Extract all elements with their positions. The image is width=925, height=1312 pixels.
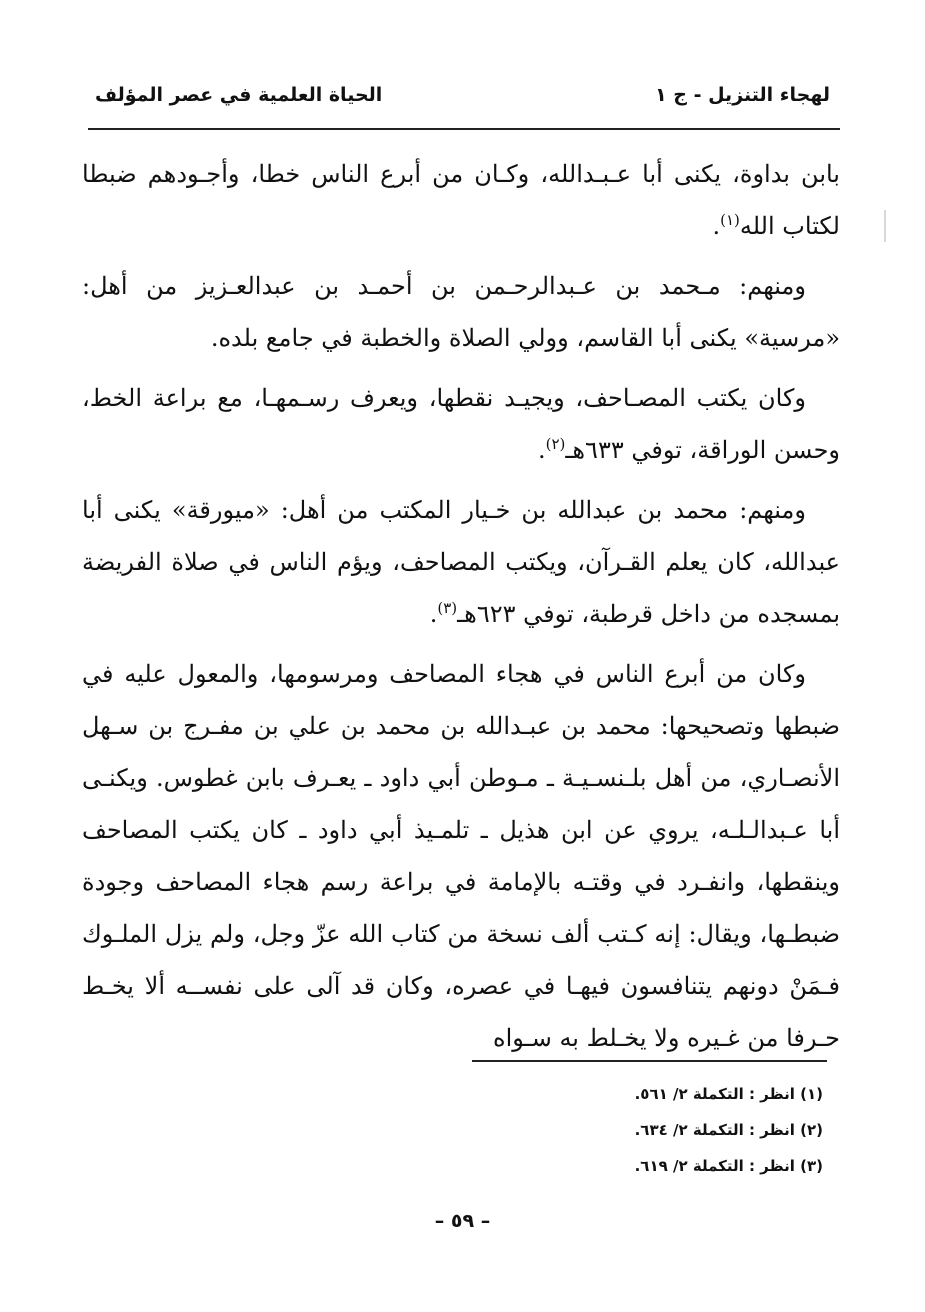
paragraph-end: . [712, 212, 721, 240]
paragraph [82, 148, 840, 252]
paragraph-text: ومنهم: مـحمد بن عـبدالرحـمن بن أحمـد بن عبدالعـزيز من أهل: «مرسية» يكنى أبا القاسم، وولي الصلاة والخطبة في جامع بلده. [82, 272, 840, 352]
page-number: – ٥٩ – [434, 1210, 491, 1232]
paragraph-text: ومنهم: محمد بن عبدالله بن خـيار المكتب من أهل: «ميورقة» يكنى أبا عبدالله، كان يعلم القـرآن، ويكتب المصاحف، ويؤم الناس في صلاة الفريضة بمسجده من داخل قرطبة، توفي ٦٢٣هـ [82, 496, 840, 628]
paragraph [82, 260, 840, 364]
body-text [82, 148, 840, 1064]
footnote-reference[interactable]: (١) [720, 211, 740, 229]
paragraph-end: . [429, 600, 438, 628]
footnotes [463, 1076, 823, 1184]
footnote-item: (٣) انظر : التكملة ٢/ ٦١٩. [634, 1157, 823, 1175]
footnote-item: (٢) انظر : التكملة ٢/ ٦٣٤. [634, 1121, 823, 1139]
footnote-rule [472, 1060, 827, 1062]
running-header [95, 78, 830, 118]
header-rule [88, 128, 840, 130]
paragraph-text: بابن بداوة، يكنى أبا عـبـدالله، وكـان من أبرع الناس خطا، وأجـودهم ضبطا لكتاب الله [82, 160, 840, 240]
paragraph [82, 484, 840, 640]
footnote-reference[interactable]: (٢) [545, 435, 566, 453]
paragraph-text: وكان من أبرع الناس في هجاء المصاحف ومرسومها، والمعول عليه في ضبطها وتصحيحها: محمد بن عبـدالله بن محمد بن علي بن مفـرج بن سـهل الأنصـاري، من أهل بلـنسـيـة ـ مـوطن أبي داود ـ يعـرف بابن غطوس. ويكنـى أبا عـبدالـلـه، يروي عن ابن هذيل ـ تلمـيذ أبي داود ـ كان يكتب المصاحف وينقطها، وانفـرد في وقتـه بالإمامة في براعة رسم هجاء المصاحف وجودة ضبطـها، ويقال: إنه كـتب ألف نسخة من كتاب الله عزّ وجل، ولم يزل الملـوك فـمَنْ دونهم يتنافسون فيهـا في عصره، وكان قد آلى على نفســه ألا يخـط حـرفا من غـيره ولا يخـلط به سـواه [82, 660, 840, 1052]
paragraph-text: وكان يكتب المصـاحف، ويجيـد نقطها، ويعرف رسـمهـا، مع براعة الخط، وحسن الوراقة، توفي ٦٣٣هـ [82, 384, 840, 464]
footnote-item: (١) انظر : التكملة ٢/ ٥٦١. [634, 1085, 823, 1103]
margin-mark [884, 210, 886, 242]
paragraph-end: . [537, 436, 546, 464]
paragraph [82, 648, 840, 1064]
header-book-title: لهجاء التنزيل - ج ١ [655, 84, 830, 106]
header-chapter-title: الحياة العلمية في عصر المؤلف [95, 84, 383, 106]
paragraph [82, 372, 840, 476]
footnote-reference[interactable]: (٣) [437, 599, 458, 617]
